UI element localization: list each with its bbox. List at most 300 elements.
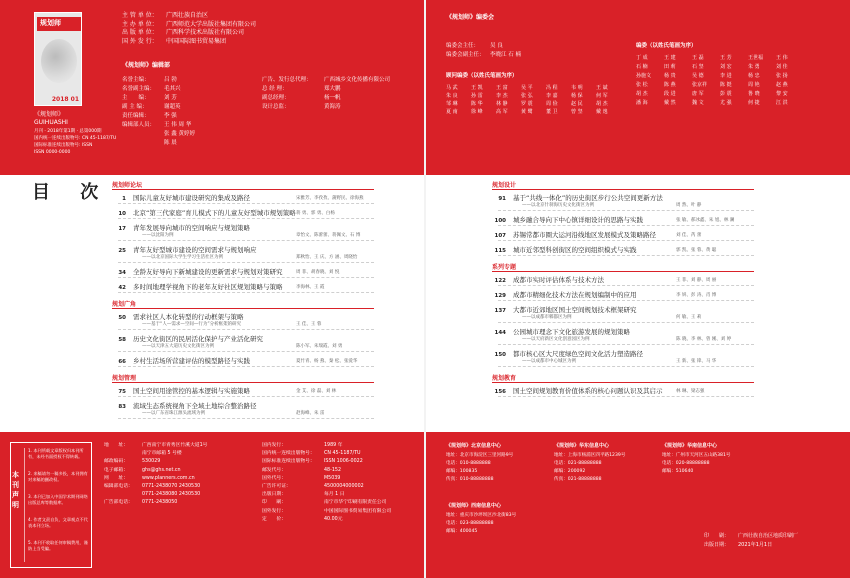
advisor-name: 高 军 [496, 109, 508, 115]
office-line: 邮编：100835 [446, 469, 478, 474]
row-value: 郑大鹏 [324, 86, 341, 92]
advisor-name: 韦 明 [571, 85, 583, 91]
row-value: 0771-2438050 [142, 500, 178, 506]
toc-page-number: 137 [494, 308, 506, 314]
toc-entry [112, 208, 296, 217]
toc-entry-title: 乡村生活场所营建评估的模型路径与实践 [133, 357, 250, 365]
toc-entry-title: 青年发展导向城市的空间响应与规划策略 [133, 224, 250, 232]
toc-page-number: 91 [498, 196, 506, 202]
row-value: 杨一帆 [324, 95, 341, 101]
row-value: 南宁市华宁印刷有限责任公司 [324, 500, 387, 506]
cover-meta-line: 国内统一连续出版物号: CN 45-1187/TU [34, 136, 117, 141]
toc-entry-subtitle: ——以成都市中心城区为例 [522, 359, 576, 364]
notice-divider [24, 448, 25, 562]
advisor-name: 杨 保 [571, 93, 583, 99]
row-value: 南宁市邮箱 5 号楼 [142, 451, 182, 457]
cover-meta-line: 国际标准连续出版物号: ISSN [34, 143, 93, 148]
toc-entry [112, 193, 250, 202]
row-value: 中国国际图书贸易集团 [166, 37, 227, 45]
committee-name: 丁 成 [636, 55, 648, 61]
row-value: 2021年1月1日 [738, 542, 773, 548]
toc-page-number: 107 [494, 233, 506, 239]
committee-name: 唐 军 [692, 91, 704, 97]
advisor-name: 徐 峰 [471, 109, 483, 115]
cover-caption: 《规划师》 [34, 111, 65, 118]
row-value: 谢超英 [164, 104, 181, 110]
row-value: CN 45-1187/TU [324, 451, 361, 457]
row-label: 名誉主编： [122, 77, 150, 83]
toc-entry-subtitle: ——以北京国际大学生学习生活社区为例 [142, 255, 223, 260]
row-value: 广西城乡文化传播有限公司 [324, 77, 391, 83]
committee-name: 段 进 [664, 91, 676, 97]
row-label: 责任编辑： [122, 113, 150, 119]
committee-name: 赵 燕 [776, 82, 788, 88]
toc-entry-authors: 王 新、张 锋、马 华 [676, 359, 717, 364]
section-heading: 规划设计 [492, 182, 517, 189]
committee-heading: 《规划师》编委会 [446, 14, 495, 21]
office-line: 电话：020-88888888 [662, 461, 710, 466]
toc-entry-title: 流域生态系统视角下全域土地综合整治路径 [133, 402, 257, 410]
row-value: 李晓江 石 楠 [490, 52, 521, 58]
toc-entry-rule [118, 292, 374, 293]
section-heading: 规划管理 [112, 375, 137, 382]
toc-entry-rule [498, 366, 754, 367]
advisor-name: 王 凯 [471, 85, 483, 91]
row-label: 名誉副主编： [122, 86, 156, 92]
row-label: 编委会主任： [446, 43, 480, 49]
row-value: 530029 [142, 459, 161, 465]
toc-entry-authors: 何 敏、王 莉 [676, 315, 702, 320]
row-label: 主 办 单 位： [122, 20, 158, 28]
committee-name: 刘 佳 [776, 64, 788, 70]
row-label: 国外发行： [262, 508, 286, 514]
committee-name: 潘 海 [636, 100, 648, 106]
toc-entry [492, 193, 663, 202]
row-label: 编辑部人员： [122, 122, 156, 128]
toc-entry-title: 国际儿童友好城市建设研究的集成及路径 [133, 194, 250, 202]
toc-entry-authors: 王 菲、刘 静、周 丽 [676, 278, 717, 283]
office-title: 《规划师》华东信息中心 [554, 443, 610, 449]
toc-entry-rule [118, 277, 374, 278]
cover-thumbnail [34, 12, 82, 106]
toc-entry-subtitle: ——以天津五大道历史文化街区为例 [142, 344, 214, 349]
editorial-heading: 《规划师》编辑部 [122, 62, 171, 69]
advisor-name: 王 斌 [596, 85, 608, 91]
row-value: 4500004000002 [324, 484, 364, 489]
toc-page-number: 66 [118, 359, 126, 365]
cover-logo: 规划师 [40, 19, 61, 27]
row-label: 总 经 理： [262, 86, 288, 92]
row-label: 电子邮箱： [104, 467, 128, 473]
toc-entry-title: 城市近邻型科创街区的空间组织模式与实践 [513, 246, 637, 254]
toc-entry [492, 386, 663, 395]
notice-line: 5. 本刊不收取任何审稿费用，谨防上当受骗。 [28, 540, 88, 551]
toc-entry-title: 国土空间用途管控的基本逻辑与实施策略 [133, 387, 250, 395]
toc-page-number: 10 [118, 211, 126, 217]
toc-entry-authors: 赵海峰、朱 雷 [296, 411, 325, 416]
row-value: 每月 1 日 [324, 492, 345, 498]
row-value: ghs@ghs.net.cn [142, 467, 181, 473]
toc-entry-subtitle: ——以广东省珠江源头流域为例 [142, 411, 205, 416]
toc-entry-rule [118, 262, 374, 263]
section-heading: 规划广角 [112, 301, 137, 308]
committee-name: 杨 忠 [748, 73, 760, 79]
notice-line: 3. 本刊已加入中国学术期刊网络出版总库等数据库。 [28, 494, 88, 505]
toc-entry-title: 基于“共线一体化”的历史街区步行公共空间更新方法 [513, 194, 663, 202]
committee-name: 何 捷 [748, 100, 760, 106]
toc-entry-title: 成都市精细化技术方法在规划编制中的应用 [513, 291, 637, 299]
toc-entry-title: 多时间地理学视角下的老年友好社区规划策略与策略 [133, 283, 283, 291]
toc-entry-authors: 郑秋怡、王 庆、方 涵、周晓怡 [296, 255, 358, 260]
committee-name: 周 艳 [748, 82, 760, 88]
cover-meta-line: ISSN 0000-0000 [34, 150, 71, 155]
advisor-name: 吴 平 [521, 85, 533, 91]
toc-entry-authors: 金 艾、徐 磊、刘 林 [296, 389, 337, 394]
toc-entry [112, 356, 250, 365]
advisor-name: 陈 华 [471, 101, 483, 107]
advisor-name: 林 静 [496, 101, 508, 107]
section-rule [492, 271, 754, 272]
toc-entry-subtitle: ——以成都市郫都区为例 [522, 315, 572, 320]
committee-name: 王 芳 [720, 55, 732, 61]
row-label: 主 管 单 位： [122, 12, 158, 19]
office-line: 邮编：200092 [554, 469, 586, 474]
row-label: 国 外 发 行： [122, 37, 158, 45]
committee-name: 胡 杰 [636, 91, 648, 97]
toc-entry-rule [118, 203, 374, 204]
toc-entry [112, 386, 250, 395]
advisor-name: 王 富 [496, 85, 508, 91]
row-value: 黄海涛 [324, 104, 341, 110]
advisor-name: 马 武 [446, 85, 458, 91]
toc-entry-rule [498, 255, 754, 256]
row-value: 广西壮族自治区 [166, 12, 209, 19]
office-line: 电话：010-8888888 [446, 461, 491, 466]
committee-name: 王 伟 [776, 55, 788, 61]
toc-entry [112, 334, 263, 343]
row-value: 李 强 [164, 113, 177, 119]
committee-name: 江 洪 [776, 100, 788, 106]
row-label: 出 版 单 位： [122, 29, 158, 36]
committee-name: 吴 德 [692, 73, 704, 79]
office-title: 《规划师》西南信息中心 [446, 503, 502, 509]
office-line: 地址：广州市天河区五山路381号 [662, 453, 731, 458]
notice-line: 1. 本刊所载文章版权归本刊所有，未经书面授权不得转载。 [28, 448, 84, 459]
toc-entry [492, 230, 656, 239]
toc-page-number: 34 [118, 270, 126, 276]
section-rule [492, 189, 754, 190]
row-label: 邮政编码： [104, 459, 128, 465]
toc-entry-title: 都市核心区大尺度绿色空间文化活力塑造路径 [513, 350, 643, 358]
committee-name: 王 建 [664, 55, 676, 61]
committee-name: 李 进 [720, 73, 732, 79]
section-rule [112, 308, 374, 309]
toc-entry-subtitle: ——基于“人—需求—空间—行为”分析框架的研究 [142, 322, 242, 327]
advisor-name: 董 卫 [546, 109, 558, 115]
advisor-name: 张 弘 [521, 93, 533, 99]
row-label: 广告许可证： [262, 484, 291, 489]
page-fold [424, 0, 426, 578]
advisor-name: 何 军 [596, 93, 608, 99]
toc-entry-title: 成都市实时评估体系与技术方法 [513, 276, 604, 284]
toc-entry [492, 305, 637, 314]
toc-entry-rule [498, 210, 754, 211]
toc-page-number: 42 [118, 285, 126, 291]
toc-entry [112, 267, 283, 276]
office-title: 《规划师》华南信息中心 [662, 443, 718, 449]
toc-page-number: 150 [494, 352, 506, 358]
advisor-name: 李 嘉 [546, 93, 558, 99]
row-value: 吴 良 [490, 43, 503, 49]
toc-entry-authors: 宋雅芳、李孜孜、蒲野民、徐海燕 [296, 196, 364, 201]
committee-name: 鲁 晓 [748, 91, 760, 97]
row-value: 48-152 [324, 467, 341, 473]
toc-page-number: 75 [118, 389, 126, 395]
row-value: 刘 芳 [164, 95, 177, 101]
advisor-name: 胡 杰 [596, 101, 608, 107]
office-line: 地址：北京市海淀区三里河路9号 [446, 453, 514, 458]
advisor-name: 邹 琳 [446, 101, 458, 107]
toc-entry-title: 公园城市理念下文化旅游发展的规划策略 [513, 328, 630, 336]
committee-name: 刘 宏 [720, 64, 732, 70]
notice-line: 4. 作者文责自负，文章观点不代表本刊立场。 [28, 517, 88, 528]
row-value: 中国国际图书贸易集团有限公司 [324, 508, 392, 514]
toc-entry-rule [498, 285, 754, 286]
office-line: 传真：010-88888888 [446, 477, 494, 482]
toc-entry-authors: 林 琳、梁志强 [676, 389, 705, 394]
committee-members-heading: 编委（以姓氏笔画为序） [636, 43, 697, 49]
committee-name: 尤 强 [720, 100, 732, 106]
toc-page-number: 115 [494, 248, 506, 254]
committee-name: 田 莉 [664, 64, 676, 70]
office-line: 地址：重庆市沙坪坝区沙北街83号 [446, 513, 517, 518]
toc-entry-rule [118, 240, 374, 241]
row-label: 广告、发行总代理： [262, 77, 312, 83]
toc-entry-rule [498, 300, 754, 301]
row-label: 印 刷： [704, 533, 730, 539]
row-value: 40.00元 [324, 516, 343, 522]
advisor-name: 罗 震 [521, 101, 533, 107]
row-label: 出版日期： [704, 542, 730, 548]
committee-name: 张京祥 [692, 82, 708, 88]
office-line: 邮编：400045 [446, 529, 478, 534]
section-rule [112, 382, 374, 383]
toc-entry-authors: 张 敏、郝冰鑫、朱 旭、林 澜 [676, 218, 735, 223]
toc-page-number: 58 [118, 337, 126, 343]
row-label: 定 价： [262, 516, 286, 522]
toc-page-number: 1 [122, 196, 126, 202]
row-label: 国内发行： [262, 443, 286, 448]
advisor-name: 曾 坚 [571, 109, 583, 115]
office-title: 《规划师》北京信息中心 [446, 443, 502, 449]
row-label: 副 主 编： [122, 104, 148, 110]
advisor-name: 夏 南 [446, 109, 458, 115]
toc-entry-authors: 周 然、叶 静 [676, 203, 702, 208]
cover-issue: 2018 01 [51, 96, 79, 103]
toc-entry-title: 大都市近郊地区国土空间规划技术框架研究 [513, 306, 637, 314]
committee-name: 朱 勇 [748, 64, 760, 70]
section-heading: 系列专题 [492, 264, 517, 271]
toc-entry-rule [498, 225, 754, 226]
toc-entry-authors: 陈 晓、李 林、曾 刚、刘 婷 [676, 337, 732, 342]
row-value: 王 伟 周 华 [164, 122, 192, 128]
toc-entry [492, 349, 643, 358]
row-value: 广西壮族自治区地质印刷厂 [738, 533, 799, 539]
toc-entry [492, 327, 630, 336]
toc-entry [112, 282, 283, 291]
toc-entry-rule [118, 396, 374, 397]
toc-entry-title: 城乡融合导向下中心镇详细设计的思路与实践 [513, 216, 643, 224]
toc-page-number: 129 [494, 293, 506, 299]
committee-name: 王 磊 [692, 55, 704, 61]
row-value: ISSN 1006-0022 [324, 459, 363, 465]
row-value: 广西师范大学出版社集团有限公司 [166, 20, 257, 28]
toc-entry-title: 苏锡常都市圈大运河沿线地区发展模式及策略路径 [513, 231, 656, 239]
toc-entry-title: 历史文化街区的民居活化保护与产业活化研究 [133, 335, 263, 343]
committee-name: 陈 燕 [664, 82, 676, 88]
section-heading: 规划教育 [492, 375, 517, 382]
committee-name: 魏 文 [692, 100, 704, 106]
toc-entry-title: 青年友好型城市建设的空间需求与规划响应 [133, 246, 257, 254]
toc-entry-authors: 陈小军、朱瑞霞、刘 勇 [296, 344, 343, 349]
toc-entry-authors: 王 佳、王 蓉 [296, 322, 322, 327]
row-label: 主 编： [122, 95, 150, 101]
row-value: M5039 [324, 475, 341, 481]
toc-entry-authors: 蒋 勇、郭 勇、白杨 [296, 211, 335, 216]
toc-entry-authors: 李 妍、彭 涛、肖 博 [676, 293, 717, 298]
toc-entry-rule [498, 344, 754, 345]
toc-page-number: 156 [494, 389, 506, 395]
row-label: 编辑部电话： [104, 484, 133, 489]
cover-artwork [41, 39, 77, 83]
toc-entry [112, 312, 244, 321]
toc-entry [492, 290, 637, 299]
committee-name: 陈 挺 [720, 82, 732, 88]
toc-entry [492, 245, 637, 254]
committee-name: 石 楠 [636, 64, 648, 70]
advisor-name: 赵 民 [571, 101, 583, 107]
office-line: 传真：021-88888888 [554, 477, 602, 482]
toc-entry-rule [118, 366, 374, 367]
row-value: 0771-2438070 2430530 [142, 484, 201, 489]
section-heading: 规划师论坛 [112, 182, 143, 189]
toc-entry-authors: 章怡文、陈蕾蕾、蒋佩文、石 博 [296, 233, 361, 238]
office-line: 电话：021-88888888 [554, 461, 602, 466]
notice-title: 本刊声明 [12, 471, 19, 509]
row-label: 国际标准连续出版物号： [262, 459, 315, 465]
advisor-name: 冯 程 [546, 85, 558, 91]
row-label: 国内统一连续出版物号： [262, 451, 315, 457]
toc-entry-title: 全龄友好导向下新城建设的更新需求与规划对策研究 [133, 268, 283, 276]
toc-entry-rule [498, 240, 754, 241]
toc-entry-subtitle: ——以沈阳为例 [142, 233, 174, 238]
committee-name: 张 扬 [776, 73, 788, 79]
advisor-name: 孙 雷 [471, 93, 483, 99]
advisor-name: 李 杰 [496, 93, 508, 99]
notice-line: 2. 来稿请勿一稿多投，本刊拥有对来稿的删改权。 [28, 471, 88, 482]
toc-entry-authors: 周 菲、胡春晓、刘 悦 [296, 270, 340, 275]
toc-page-number: 100 [494, 218, 506, 224]
toc-entry-authors: 夏竹青、杨 燕、秦 松、张爱华 [296, 359, 358, 364]
row-value: 0771-2438080 2430530 [142, 492, 201, 498]
toc-entry-rule [498, 322, 754, 323]
toc-entry [112, 401, 257, 410]
row-value: 吕 勃 [164, 77, 177, 83]
advisor-name: 戴 逸 [596, 109, 608, 115]
toc-entry [112, 245, 257, 254]
toc-entry-rule [118, 218, 374, 219]
toc-entry [492, 275, 604, 284]
toc-entry [492, 215, 643, 224]
cover-meta-line: 月刊 · 2018年第1期 · 总第000期 [34, 129, 102, 134]
row-label: 广告部电话： [104, 500, 133, 506]
row-label: 副总经理： [262, 95, 290, 101]
toc-entry-rule [118, 418, 374, 419]
advisor-name: 周 俭 [546, 101, 558, 107]
page-title: 目 次 [32, 182, 111, 203]
row-label: 设计总监： [262, 104, 290, 110]
toc-entry-subtitle: ——以天府新区文化创意园区为例 [522, 337, 590, 342]
committee-name: 石 坚 [692, 64, 704, 70]
row-value: 广西科学技术出版社有限公司 [166, 29, 245, 36]
toc-entry-title: 需求社区人本化转型的行动框架与策略 [133, 313, 244, 321]
toc-entry-authors: 郭 凯、张 蓉、黄 聪 [676, 248, 717, 253]
toc-entry-title: 国土空间规划教育价值体系的核心问题认识及其启示 [513, 387, 663, 395]
toc-page-number: 17 [118, 226, 126, 232]
committee-name: 黎 安 [776, 91, 788, 97]
toc-entry-authors: 李海林、王 霞 [296, 285, 325, 290]
toc-page-number: 144 [494, 330, 506, 336]
committee-name: 孙施文 [636, 73, 652, 79]
row-label: 邮发代号： [262, 467, 286, 473]
row-label: 编委会副主任： [446, 52, 485, 58]
committee-name: 张 松 [636, 82, 648, 88]
section-rule [492, 382, 754, 383]
office-line: 地址：上海市杨浦区四平路1239号 [554, 453, 626, 458]
cover-caption-en: GUIHUASHI [34, 119, 68, 126]
committee-name: 王世福 [748, 55, 764, 61]
row-label: 地 址： [104, 443, 128, 448]
row-value: 1989 年 [324, 443, 343, 448]
advisor-name: 朱 良 [446, 93, 458, 99]
toc-entry-authors: 刘 佳、芮 蕾 [676, 233, 702, 238]
toc-page-number: 83 [118, 404, 126, 410]
row-label: 印 刷： [262, 500, 286, 506]
toc-entry [112, 223, 250, 232]
office-line: 电话：023-88888888 [446, 521, 494, 526]
office-line: 邮编：510640 [662, 469, 694, 474]
toc-page-number: 122 [494, 278, 506, 284]
committee-name: 戴 然 [664, 100, 676, 106]
row-value: 张 鑫 黄婷婷 [164, 131, 195, 137]
row-label: 国外代号： [262, 475, 286, 481]
toc-entry-rule [498, 396, 754, 397]
row-value: 毛其兴 [164, 86, 181, 92]
toc-entry-rule [118, 351, 374, 352]
toc-page-number: 50 [118, 315, 126, 321]
advisor-heading: 顾问编委（以姓氏笔画为序） [446, 73, 518, 79]
section-rule [112, 189, 374, 190]
row-label: 网 址： [104, 475, 128, 481]
toc-entry-title: 北京“第三代家庭”育儿模式下的儿童友好型城市规划策略 [133, 209, 296, 217]
toc-page-number: 25 [118, 248, 126, 254]
toc-entry-subtitle: ——以北京什刹海历史文化街区为例 [522, 203, 594, 208]
advisor-name: 黄 鹭 [521, 109, 533, 115]
row-value: www.planners.com.cn [142, 475, 195, 481]
row-label: 出版日期： [262, 492, 286, 498]
row-value: 广西南宁市青秀区竹溪大道1号 [142, 443, 208, 448]
toc-entry-rule [118, 329, 374, 330]
